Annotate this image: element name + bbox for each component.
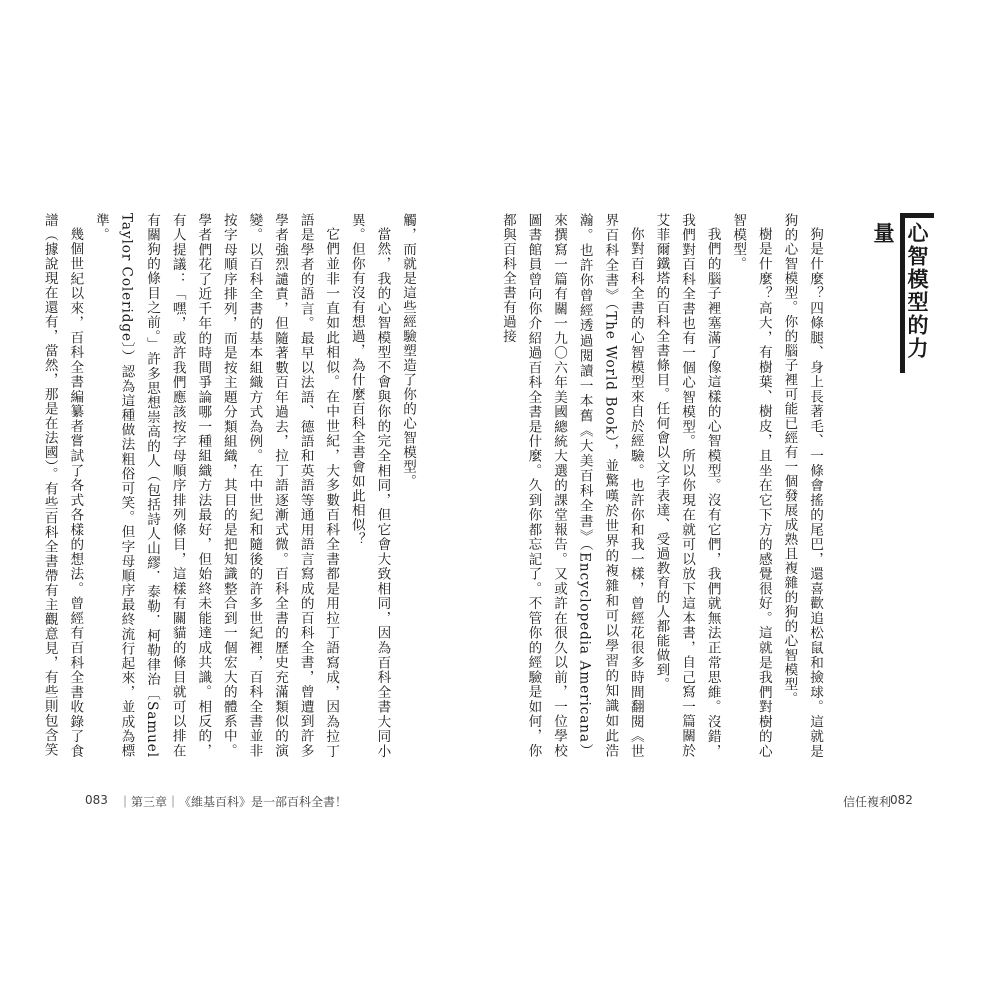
right-page-body bbox=[499, 213, 827, 758]
page-number-right: 082 bbox=[890, 793, 913, 807]
body-paragraph: 樹是什麼？高大，有樹葉、樹皮，且坐在它下方的感覺很好。這就是我們對樹的心智模型。 bbox=[730, 213, 772, 758]
body-paragraph: 當然，我的心智模型不會與你的完全相同，但它會大致相同，因為百科全書大同小異。但你有沒有想過，為什麼百科全書會如此相似？ bbox=[348, 213, 391, 758]
body-paragraph: 它們並非一直如此相似。在中世紀，大多數百科全書都是用拉丁語寫成，因為拉丁語是學者的語言。最早以法語、德語和英語等通用語言寫成的百科全書，曾遭到許多學者強烈譴責，但隨著數百年過去，拉丁語逐漸式微。百科全書的歷史充滿類似的演變。以百科全書的基本組織方式為例。在中世紀和隨後的許多世紀裡，百科全書並非按字母順序排列，而是按主題分類組織，其目的是把知識整合到一個宏大的體系中。學者們花了近千年的時間爭論哪一種組織方法最好，但始終未能達成共識。相反的，有人提議：「嘿，或許我們應該按字母順序排列條目，這樣有關貓的條目就可以排在有關狗的條目之前。」許多思想崇高的人（包括詩人山繆．泰勒．柯勒律治〔Samuel Taylor Coleridge〕）認為這種做法粗俗可笑。但字母順序最終流行起來，並成為標準。 bbox=[92, 213, 340, 758]
body-paragraph: 你對百科全書的心智模型來自於經驗。也許你和我一樣，曾經花很多時間翻閱《世界百科全書》（The World Book），並驚嘆於世界的複雜和可以學習的知識如此浩瀚。也許你曾經透過閱讀一本舊《大美百科全書》（Encyclopedia Americana）來撰寫一篇有關一九〇六年美國總統大選的課堂報告。又或許在很久以前，一位學校圖書館員曾向你介紹過百科全書是什麼。久到你都忘記了。不管你的經驗是如何，你都與百科全書有過接 bbox=[499, 213, 644, 758]
body-paragraph: 幾個世紀以來，百科全書編纂者嘗試了各式各樣的想法。曾經有百科全書收錄了食譜（據說現在還有，當然，那是在法國）。有些百科全書帶有主觀意見，有些則包含笑 bbox=[41, 213, 84, 758]
page-number-left: 083 bbox=[85, 793, 108, 807]
running-head-book: 信任複利 bbox=[843, 795, 892, 809]
body-paragraph: 我們的腦子裡塞滿了像這樣的心智模型。沒有它們，我們就無法正常思維。沒錯，我們對百科全書也有一個心智模型。所以你現在就可以放下這本書，自己寫一篇關於艾菲爾鐵塔的百科全書條目。任何會以文字表達、受過教育的人都能做到。 bbox=[653, 213, 721, 758]
body-paragraph: 觸，而就是這些經驗塑造了你的心智模型。 bbox=[400, 213, 416, 489]
section-title: 心智模型的力量 bbox=[900, 213, 934, 373]
body-paragraph: 狗是什麼？四條腿、身上長著毛、一條會搖的尾巴，還喜歡追松鼠和撿球。這就是狗的心智模型。你的腦子裡可能已經有一個發展成熟且複雜的狗的心智模型。 bbox=[781, 213, 823, 758]
running-head-chapter: ｜第三章｜《維基百科》是一部百科全書！ bbox=[119, 795, 348, 809]
left-page-body bbox=[41, 213, 420, 758]
